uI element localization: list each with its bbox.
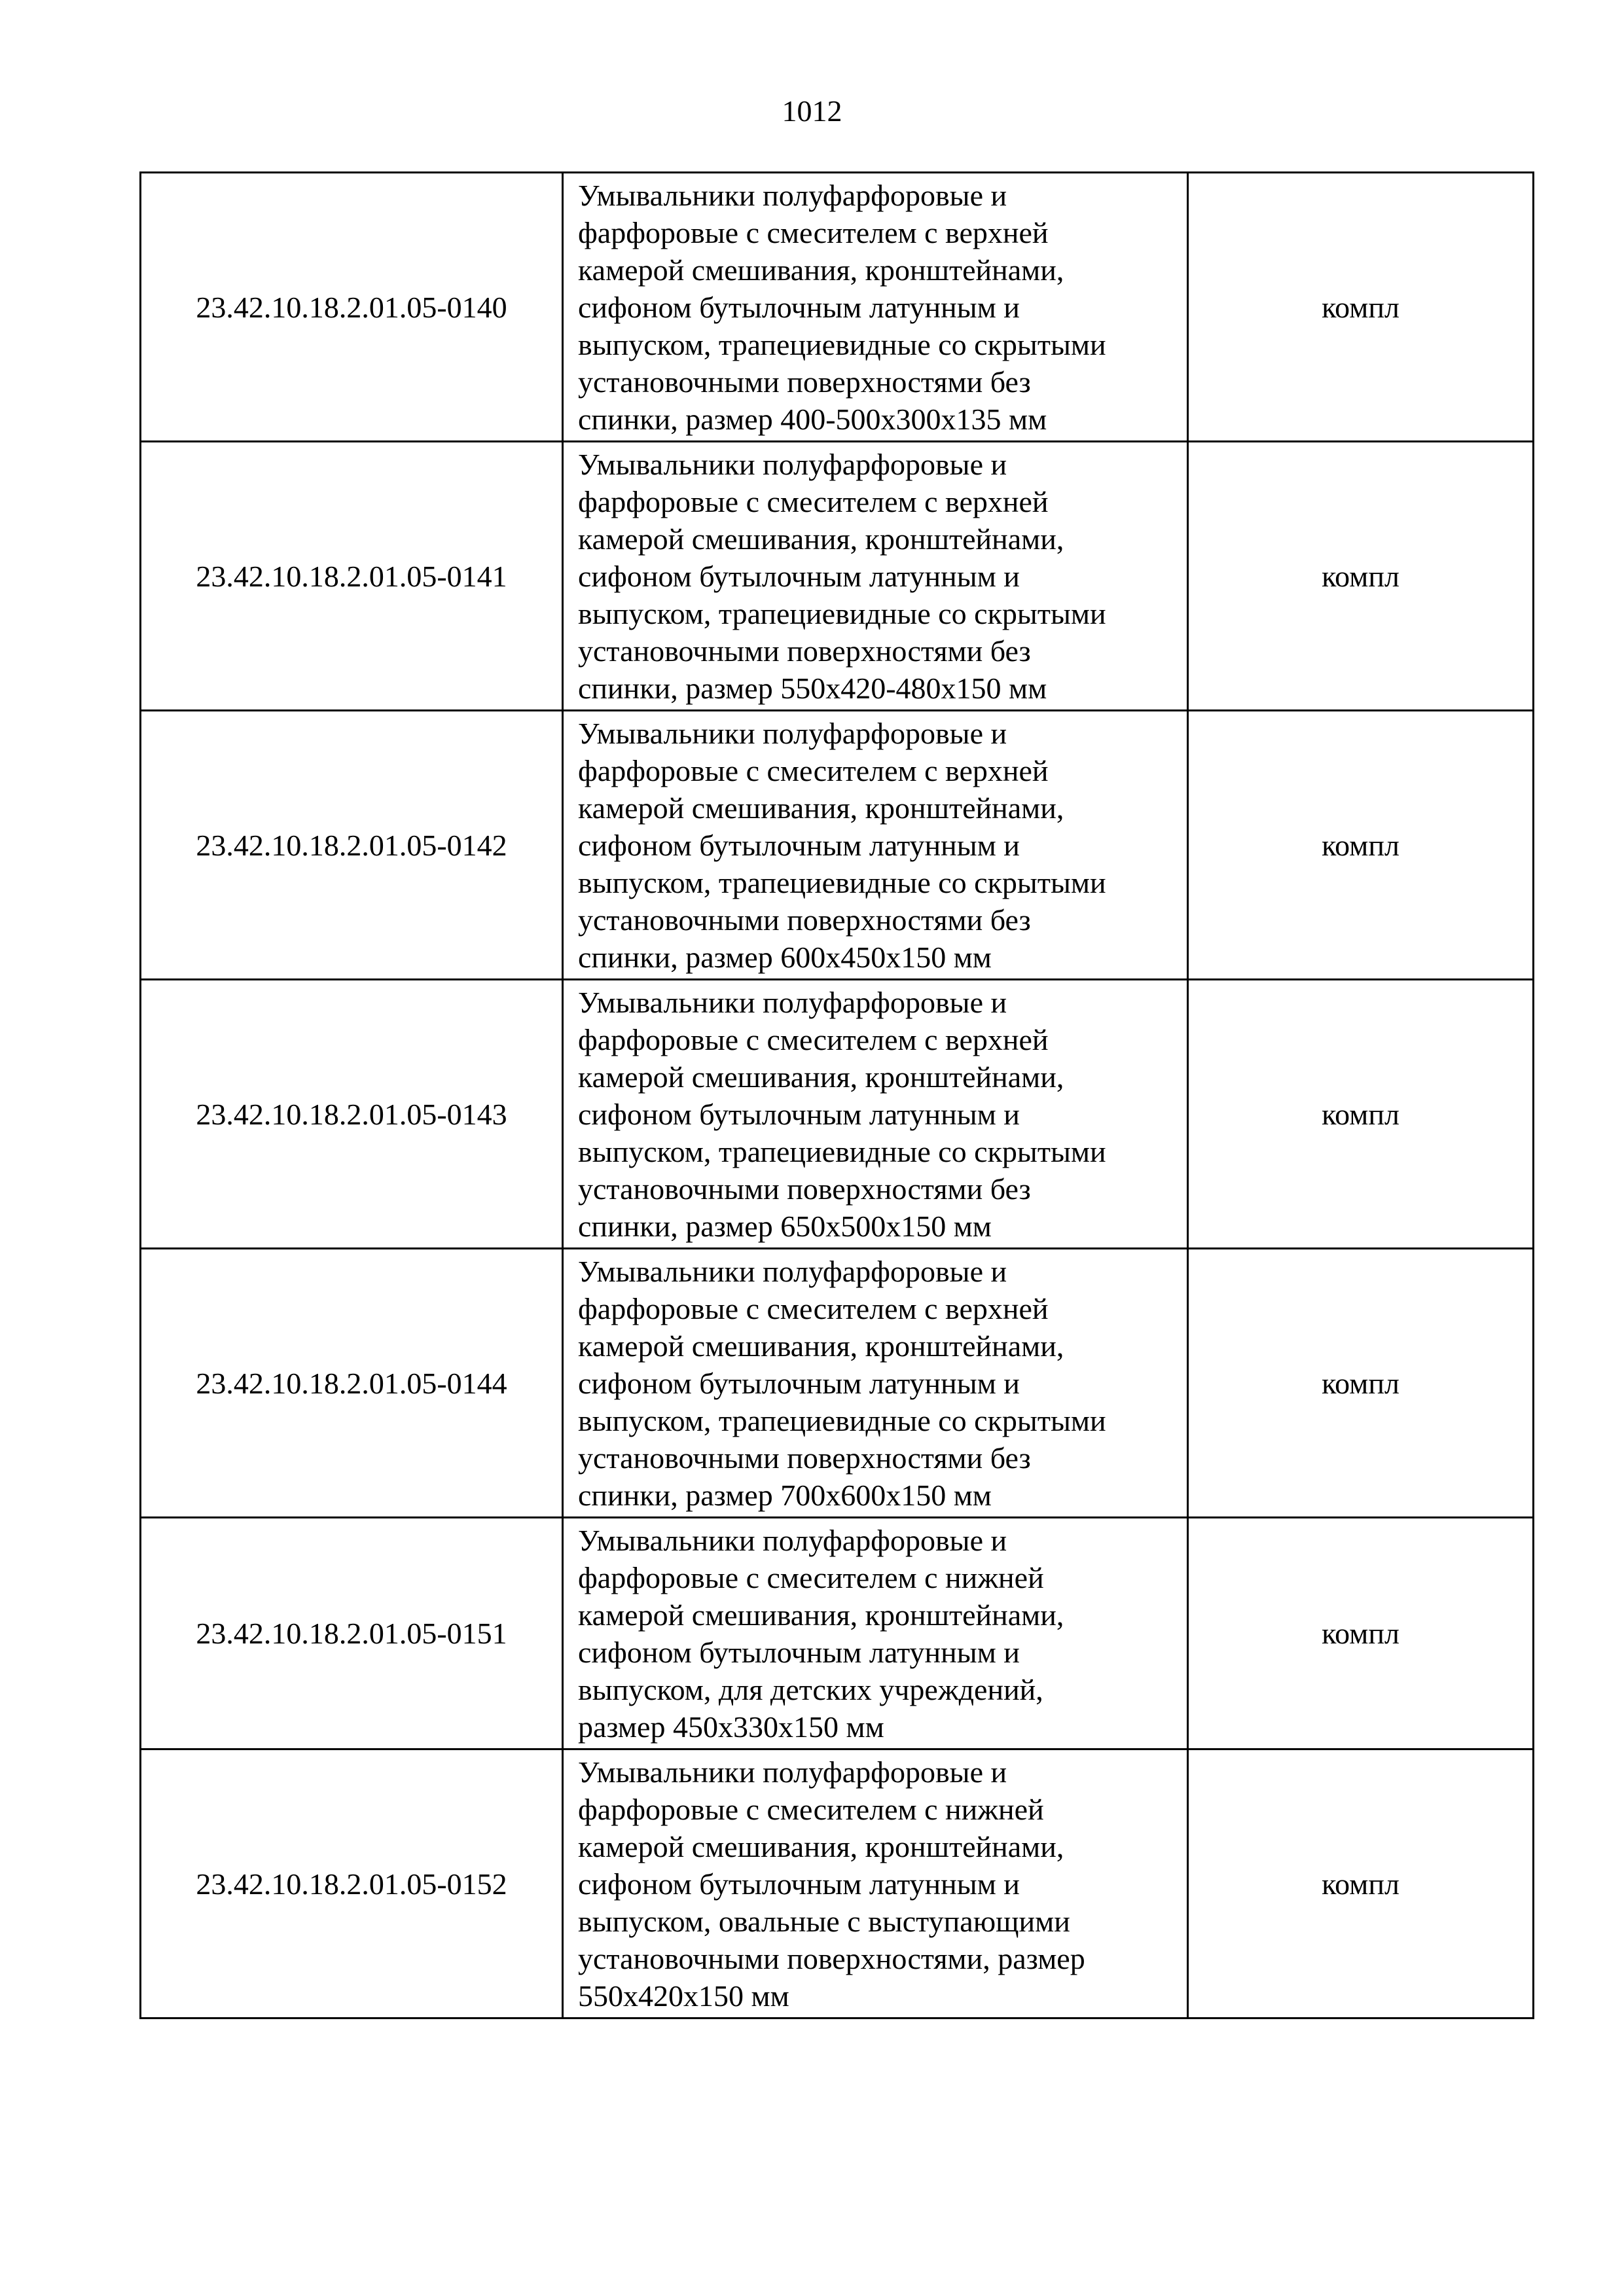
description-line: Умывальники полуфарфоровые и [578, 1524, 1007, 1557]
table-row [141, 711, 1534, 980]
description-line: фарфоровые с смесителем с верхней [578, 485, 1049, 518]
table-row [141, 173, 1534, 442]
description-line: сифоном бутылочным латунным и [578, 1367, 1020, 1400]
description-line: выпуском, трапециевидные со скрытыми [578, 597, 1106, 630]
description-line: фарфоровые с смесителем с верхней [578, 1023, 1049, 1056]
item-description [563, 1249, 1188, 1518]
description-line: установочными поверхностями без [578, 365, 1031, 399]
item-code: 23.42.10.18.2.01.05-0143 [141, 980, 563, 1249]
item-unit: компл [1188, 442, 1534, 711]
description-line: Умывальники полуфарфоровые и [578, 1255, 1007, 1288]
item-unit: компл [1188, 1518, 1534, 1749]
table-row [141, 980, 1534, 1249]
description-line: спинки, размер 600x450x150 мм [578, 941, 992, 974]
description-line: камерой смешивания, кронштейнами, [578, 1830, 1064, 1863]
item-description [563, 980, 1188, 1249]
item-code: 23.42.10.18.2.01.05-0144 [141, 1249, 563, 1518]
description-line: Умывальники полуфарфоровые и [578, 1755, 1007, 1789]
description-line: Умывальники полуфарфоровые и [578, 986, 1007, 1019]
description-line: выпуском, трапециевидные со скрытыми [578, 1404, 1106, 1437]
description-line: сифоном бутылочным латунным и [578, 1867, 1020, 1901]
description-line: камерой смешивания, кронштейнами, [578, 253, 1064, 287]
description-line: установочными поверхностями без [578, 1172, 1031, 1206]
description-line: Умывальники полуфарфоровые и [578, 179, 1007, 212]
description-line: установочными поверхностями без [578, 1441, 1031, 1475]
table-row [141, 1518, 1534, 1749]
description-line: сифоном бутылочным латунным и [578, 829, 1020, 862]
description-line: Умывальники полуфарфоровые и [578, 448, 1007, 481]
item-code: 23.42.10.18.2.01.05-0151 [141, 1518, 563, 1749]
description-line: Умывальники полуфарфоровые и [578, 717, 1007, 750]
description-line: фарфоровые с смесителем с нижней [578, 1793, 1044, 1826]
item-description [563, 1518, 1188, 1749]
description-line: спинки, размер 650x500x150 мм [578, 1210, 992, 1243]
item-description [563, 711, 1188, 980]
description-line: 550x420x150 мм [578, 1979, 789, 2013]
description-line: установочными поверхностями без [578, 903, 1031, 937]
description-line: фарфоровые с смесителем с верхней [578, 216, 1049, 249]
description-line: размер 450x330x150 мм [578, 1710, 884, 1744]
table-row [141, 442, 1534, 711]
description-line: спинки, размер 400-500x300x135 мм [578, 403, 1047, 436]
description-line: фарфоровые с смесителем с верхней [578, 1292, 1049, 1325]
description-line: камерой смешивания, кронштейнами, [578, 1598, 1064, 1632]
item-unit: компл [1188, 980, 1534, 1249]
description-line: установочными поверхностями без [578, 634, 1031, 668]
description-line: фарфоровые с смесителем с нижней [578, 1561, 1044, 1594]
description-line: выпуском, трапециевидные со скрытыми [578, 328, 1106, 361]
item-unit: компл [1188, 711, 1534, 980]
description-line: выпуском, трапециевидные со скрытыми [578, 866, 1106, 899]
description-line: камерой смешивания, кронштейнами, [578, 522, 1064, 556]
description-line: спинки, размер 700x600x150 мм [578, 1479, 992, 1512]
description-line: сифоном бутылочным латунным и [578, 1098, 1020, 1131]
item-unit: компл [1188, 173, 1534, 442]
item-unit: компл [1188, 1749, 1534, 2018]
description-line: сифоном бутылочным латунным и [578, 560, 1020, 593]
description-line: фарфоровые с смесителем с верхней [578, 754, 1049, 787]
item-description [563, 1749, 1188, 2018]
table-row [141, 1249, 1534, 1518]
description-line: спинки, размер 550x420-480x150 мм [578, 672, 1047, 705]
item-unit: компл [1188, 1249, 1534, 1518]
description-line: камерой смешивания, кронштейнами, [578, 1060, 1064, 1094]
description-line: выпуском, трапециевидные со скрытыми [578, 1135, 1106, 1168]
description-line: камерой смешивания, кронштейнами, [578, 791, 1064, 825]
item-description [563, 442, 1188, 711]
description-line: выпуском, овальные с выступающими [578, 1905, 1070, 1938]
item-code: 23.42.10.18.2.01.05-0140 [141, 173, 563, 442]
description-line: камерой смешивания, кронштейнами, [578, 1329, 1064, 1363]
item-code: 23.42.10.18.2.01.05-0141 [141, 442, 563, 711]
items-table [139, 171, 1534, 2019]
item-code: 23.42.10.18.2.01.05-0152 [141, 1749, 563, 2018]
item-code: 23.42.10.18.2.01.05-0142 [141, 711, 563, 980]
description-line: сифоном бутылочным латунным и [578, 1636, 1020, 1669]
description-line: выпуском, для детских учреждений, [578, 1673, 1043, 1706]
description-line: сифоном бутылочным латунным и [578, 291, 1020, 324]
table-row [141, 1749, 1534, 2018]
description-line: установочными поверхностями, размер [578, 1942, 1085, 1975]
page-number: 1012 [782, 94, 842, 128]
item-description [563, 173, 1188, 442]
